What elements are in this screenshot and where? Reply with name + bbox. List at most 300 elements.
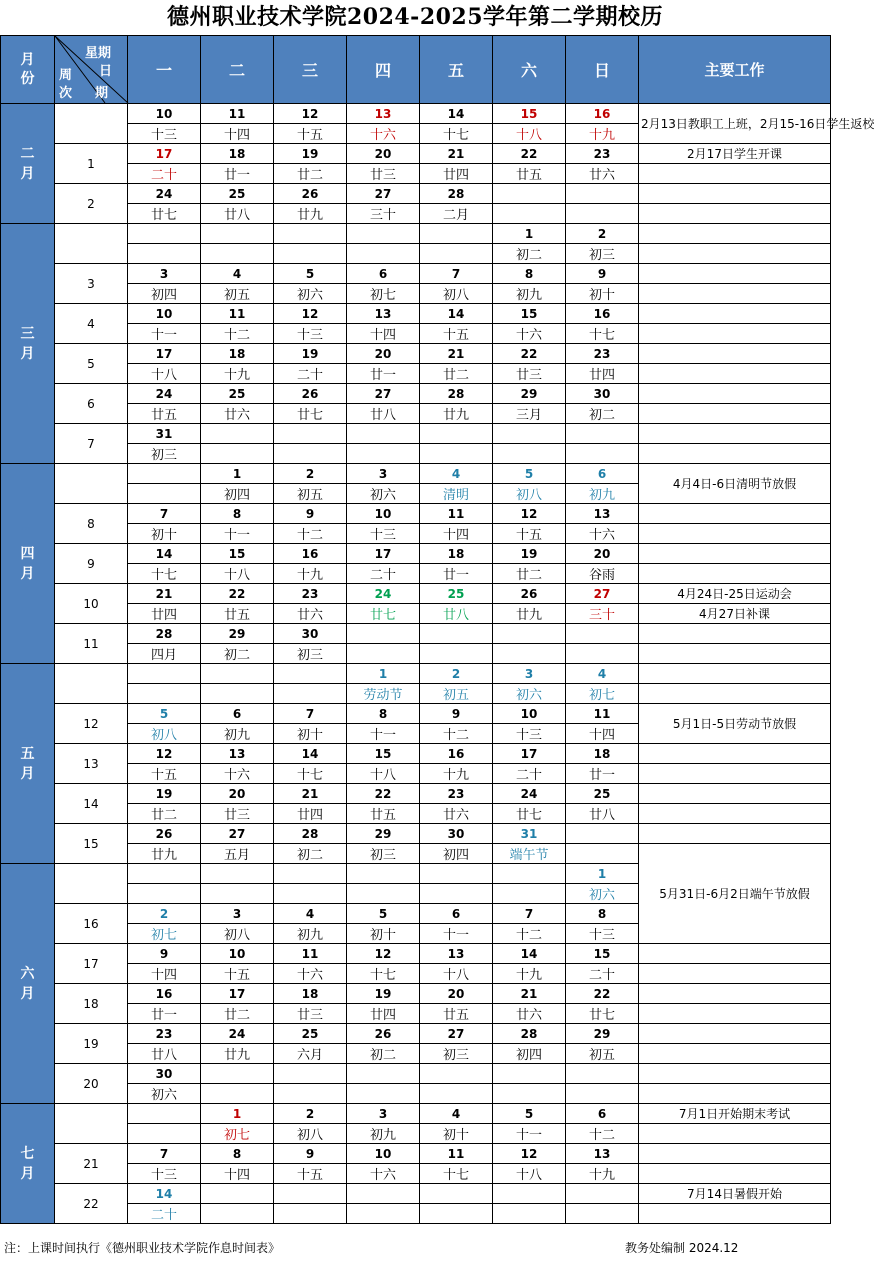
lunar-date: 初六 <box>566 884 639 904</box>
day-number: 30 <box>274 624 347 644</box>
day-number <box>420 1064 493 1084</box>
lunar-date <box>420 884 493 904</box>
lunar-date: 初三 <box>347 844 420 864</box>
lunar-date: 三十 <box>566 604 639 624</box>
week-row-top <box>1 984 831 1004</box>
lunar-date: 端午节 <box>493 844 566 864</box>
lunar-date: 十七 <box>128 564 201 584</box>
lunar-date: 初四 <box>201 484 274 504</box>
week-row-top <box>1 624 831 644</box>
day-number <box>128 664 201 684</box>
day-number: 23 <box>420 784 493 804</box>
day-number: 22 <box>201 584 274 604</box>
day-number <box>274 864 347 884</box>
day-number: 4 <box>566 664 639 684</box>
week-number: 16 <box>55 904 128 944</box>
lunar-date: 十三 <box>128 1164 201 1184</box>
day-number <box>128 1104 201 1124</box>
lunar-date: 初五 <box>274 484 347 504</box>
month-text: 四月 <box>20 545 35 582</box>
day-number: 1 <box>201 1104 274 1124</box>
day-number: 11 <box>201 304 274 324</box>
week-number: 6 <box>55 384 128 424</box>
lunar-date: 二十 <box>493 764 566 784</box>
lunar-date: 初六 <box>274 284 347 304</box>
lunar-date: 十四 <box>420 524 493 544</box>
lunar-date: 廿三 <box>274 1004 347 1024</box>
day-number <box>493 1064 566 1084</box>
lunar-date: 十三 <box>128 124 201 144</box>
lunar-date: 初九 <box>566 484 639 504</box>
lunar-date: 廿九 <box>493 604 566 624</box>
lunar-date: 廿九 <box>420 404 493 424</box>
week-row-top <box>1 944 831 964</box>
work-empty <box>639 664 831 684</box>
lunar-date: 初九 <box>274 924 347 944</box>
day-number: 7 <box>274 704 347 724</box>
day-number: 28 <box>420 384 493 404</box>
lunar-date: 二十 <box>274 364 347 384</box>
week-number: 21 <box>55 1144 128 1184</box>
day-number <box>347 1184 420 1204</box>
day-number: 20 <box>566 544 639 564</box>
lunar-date <box>420 1084 493 1104</box>
day-number: 11 <box>420 1144 493 1164</box>
week-row-top <box>1 784 831 804</box>
lunar-date: 廿四 <box>274 804 347 824</box>
lunar-date: 廿八 <box>347 404 420 424</box>
lunar-date: 廿二 <box>274 164 347 184</box>
day-number: 23 <box>566 344 639 364</box>
day-number: 1 <box>566 864 639 884</box>
lunar-date: 十一 <box>493 1124 566 1144</box>
lunar-date: 十四 <box>201 1164 274 1184</box>
work-empty <box>639 284 831 304</box>
footer <box>0 1235 830 1261</box>
day-number: 17 <box>128 144 201 164</box>
month-text: 七月 <box>20 1145 35 1182</box>
lunar-date: 初四 <box>420 844 493 864</box>
lunar-date <box>201 1084 274 1104</box>
day-number: 4 <box>274 904 347 924</box>
day-number <box>566 824 639 844</box>
lunar-date <box>274 1084 347 1104</box>
lunar-date: 廿四 <box>420 164 493 184</box>
day-number <box>493 184 566 204</box>
day-number: 29 <box>201 624 274 644</box>
day-number: 10 <box>347 1144 420 1164</box>
day-number: 25 <box>274 1024 347 1044</box>
lunar-date: 初八 <box>493 484 566 504</box>
week-number: 13 <box>55 744 128 784</box>
lunar-date: 初二 <box>201 644 274 664</box>
day-number <box>128 464 201 484</box>
day-number: 12 <box>128 744 201 764</box>
work-empty <box>639 624 831 644</box>
lunar-date <box>566 844 639 864</box>
day-number: 5 <box>128 704 201 724</box>
lunar-date: 廿九 <box>128 844 201 864</box>
day-number: 14 <box>420 304 493 324</box>
week-row-top <box>1 424 831 444</box>
lunar-date <box>566 1084 639 1104</box>
day-number: 9 <box>566 264 639 284</box>
lunar-date <box>566 204 639 224</box>
lunar-date <box>420 244 493 264</box>
lunar-date <box>493 1204 566 1224</box>
lunar-date <box>201 684 274 704</box>
lunar-date <box>128 884 201 904</box>
lunar-date: 十三 <box>566 924 639 944</box>
lunar-date: 初八 <box>420 284 493 304</box>
week-row-top <box>1 1144 831 1164</box>
day-number: 28 <box>128 624 201 644</box>
day-number: 6 <box>566 1104 639 1124</box>
work-empty <box>639 1204 831 1224</box>
work-empty <box>639 544 831 564</box>
day-number: 9 <box>128 944 201 964</box>
day-number: 20 <box>347 144 420 164</box>
day-number: 13 <box>420 944 493 964</box>
lunar-date: 廿四 <box>128 604 201 624</box>
day-number: 10 <box>201 944 274 964</box>
work-empty <box>639 804 831 824</box>
month-text: 五月 <box>20 745 35 782</box>
day-number <box>201 664 274 684</box>
lunar-date: 初七 <box>566 684 639 704</box>
day-number: 15 <box>493 104 566 124</box>
work-note: 2月17日学生开课 <box>639 144 831 164</box>
day-number: 23 <box>274 584 347 604</box>
lunar-date: 廿八 <box>201 204 274 224</box>
lunar-date: 初二 <box>493 244 566 264</box>
day-number: 27 <box>420 1024 493 1044</box>
work-empty <box>639 244 831 264</box>
day-number: 6 <box>347 264 420 284</box>
month-label <box>1 864 55 1104</box>
week-row-top <box>1 544 831 564</box>
day-number <box>201 1064 274 1084</box>
lunar-date: 廿三 <box>493 364 566 384</box>
day-number <box>347 624 420 644</box>
lunar-date <box>201 884 274 904</box>
lunar-date: 十七 <box>566 324 639 344</box>
day-number: 12 <box>493 504 566 524</box>
work-empty <box>639 784 831 804</box>
day-number: 3 <box>493 664 566 684</box>
week-number: 4 <box>55 304 128 344</box>
lunar-date: 廿五 <box>201 604 274 624</box>
lunar-date <box>274 1204 347 1224</box>
day-number: 17 <box>347 544 420 564</box>
day-number: 8 <box>566 904 639 924</box>
lunar-date: 十四 <box>201 124 274 144</box>
day-number: 5 <box>274 264 347 284</box>
week-number: 11 <box>55 624 128 664</box>
lunar-date: 十六 <box>493 324 566 344</box>
lunar-date: 廿七 <box>566 1004 639 1024</box>
day-number: 10 <box>493 704 566 724</box>
day-number: 4 <box>201 264 274 284</box>
lunar-date: 十九 <box>420 764 493 784</box>
lunar-date: 十四 <box>566 724 639 744</box>
lunar-date: 二月 <box>420 204 493 224</box>
work-note: 2月13日教职工上班，2月15-16日学生返校 <box>639 104 831 144</box>
lunar-date: 三月 <box>493 404 566 424</box>
week-number: 19 <box>55 1024 128 1064</box>
work-empty <box>639 1064 831 1084</box>
day-number <box>566 1064 639 1084</box>
day-number: 8 <box>201 1144 274 1164</box>
lunar-date: 六月 <box>274 1044 347 1064</box>
lunar-date <box>493 204 566 224</box>
lunar-date: 廿九 <box>201 1044 274 1064</box>
lunar-date: 十七 <box>420 124 493 144</box>
lunar-date: 十四 <box>128 964 201 984</box>
lunar-date: 十二 <box>566 1124 639 1144</box>
work-empty <box>639 1124 831 1144</box>
day-number: 6 <box>566 464 639 484</box>
day-number <box>274 424 347 444</box>
week-number: 9 <box>55 544 128 584</box>
lunar-date: 十二 <box>201 324 274 344</box>
day-number: 8 <box>493 264 566 284</box>
lunar-date: 廿八 <box>128 1044 201 1064</box>
work-note: 5月31日-6月2日端午节放假 <box>639 844 831 944</box>
lunar-date: 十八 <box>128 364 201 384</box>
week-row-top <box>1 1064 831 1084</box>
day-number: 23 <box>128 1024 201 1044</box>
day-number: 26 <box>493 584 566 604</box>
day-number: 29 <box>566 1024 639 1044</box>
work-empty <box>639 344 831 364</box>
day-number: 26 <box>347 1024 420 1044</box>
lunar-date: 初十 <box>347 924 420 944</box>
day-number: 12 <box>274 304 347 324</box>
day-number: 20 <box>201 784 274 804</box>
day-number: 8 <box>201 504 274 524</box>
lunar-date: 廿六 <box>274 604 347 624</box>
day-number <box>201 864 274 884</box>
header-day-sun: 日 <box>566 36 639 104</box>
lunar-date: 初十 <box>274 724 347 744</box>
week-number <box>55 464 128 504</box>
week-row-top <box>1 704 831 724</box>
header-month-label: 月份 <box>20 51 35 87</box>
day-number: 25 <box>566 784 639 804</box>
lunar-date: 十六 <box>566 524 639 544</box>
day-number <box>274 1064 347 1084</box>
lunar-date: 廿五 <box>493 164 566 184</box>
lunar-date: 十三 <box>493 724 566 744</box>
lunar-date <box>566 444 639 464</box>
lunar-date: 初七 <box>347 284 420 304</box>
day-number: 19 <box>347 984 420 1004</box>
lunar-date: 五月 <box>201 844 274 864</box>
day-number: 7 <box>128 1144 201 1164</box>
day-number: 27 <box>347 384 420 404</box>
lunar-date: 十二 <box>420 724 493 744</box>
day-number: 28 <box>274 824 347 844</box>
day-number: 9 <box>274 504 347 524</box>
day-number <box>493 624 566 644</box>
lunar-date: 初八 <box>128 724 201 744</box>
work-empty <box>639 364 831 384</box>
lunar-date: 初二 <box>347 1044 420 1064</box>
lunar-date: 廿九 <box>274 204 347 224</box>
week-number <box>55 104 128 144</box>
day-number: 5 <box>347 904 420 924</box>
lunar-date <box>274 684 347 704</box>
day-number: 7 <box>493 904 566 924</box>
lunar-date: 劳动节 <box>347 684 420 704</box>
work-empty <box>639 184 831 204</box>
day-number <box>420 1184 493 1204</box>
lunar-date: 初二 <box>274 844 347 864</box>
lunar-date: 十五 <box>128 764 201 784</box>
day-number: 24 <box>347 584 420 604</box>
lunar-date <box>274 444 347 464</box>
lunar-date: 初十 <box>128 524 201 544</box>
lunar-date: 十六 <box>274 964 347 984</box>
lunar-date: 廿六 <box>493 1004 566 1024</box>
lunar-date: 廿四 <box>566 364 639 384</box>
week-number: 10 <box>55 584 128 624</box>
lunar-date: 廿八 <box>566 804 639 824</box>
week-number: 5 <box>55 344 128 384</box>
day-number <box>128 864 201 884</box>
day-number: 2 <box>274 464 347 484</box>
lunar-date <box>347 884 420 904</box>
day-number: 18 <box>201 344 274 364</box>
day-number: 14 <box>128 1184 201 1204</box>
lunar-date: 十九 <box>274 564 347 584</box>
day-number <box>347 864 420 884</box>
day-number: 21 <box>274 784 347 804</box>
lunar-date: 廿四 <box>347 1004 420 1024</box>
header-day-mon: 一 <box>128 36 201 104</box>
lunar-date: 廿五 <box>128 404 201 424</box>
school-calendar-table <box>0 35 874 1224</box>
day-number: 25 <box>201 184 274 204</box>
lunar-date: 二十 <box>566 964 639 984</box>
lunar-date: 廿二 <box>493 564 566 584</box>
lunar-date: 廿六 <box>566 164 639 184</box>
lunar-date: 十一 <box>128 324 201 344</box>
day-number <box>347 424 420 444</box>
lunar-date: 十八 <box>201 564 274 584</box>
work-empty <box>639 204 831 224</box>
work-note: 4月4日-6日清明节放假 <box>639 464 831 504</box>
lunar-date: 十八 <box>493 124 566 144</box>
lunar-date: 十七 <box>347 964 420 984</box>
work-empty <box>639 404 831 424</box>
day-number: 19 <box>128 784 201 804</box>
lunar-date: 初四 <box>493 1044 566 1064</box>
day-number: 24 <box>493 784 566 804</box>
week-number: 1 <box>55 144 128 184</box>
lunar-date: 十四 <box>347 324 420 344</box>
lunar-date: 十九 <box>566 1164 639 1184</box>
week-row-top <box>1 1184 831 1204</box>
lunar-date: 初九 <box>201 724 274 744</box>
day-number: 14 <box>274 744 347 764</box>
footer-note: 注：上课时间执行《德州职业技术学院作息时间表》 <box>4 1241 281 1255</box>
header-day-wed: 三 <box>274 36 347 104</box>
day-number: 5 <box>493 464 566 484</box>
week-number: 14 <box>55 784 128 824</box>
work-empty <box>639 264 831 284</box>
lunar-date <box>274 244 347 264</box>
lunar-date <box>420 644 493 664</box>
lunar-date: 初五 <box>566 1044 639 1064</box>
week-row-top <box>1 1024 831 1044</box>
work-empty <box>639 1164 831 1184</box>
day-number: 6 <box>420 904 493 924</box>
week-row-top <box>1 264 831 284</box>
lunar-date: 十三 <box>347 524 420 544</box>
week-row-top <box>1 144 831 164</box>
lunar-date: 二十 <box>347 564 420 584</box>
day-number: 8 <box>347 704 420 724</box>
day-number <box>420 864 493 884</box>
lunar-date: 初六 <box>493 684 566 704</box>
header-day-fri: 五 <box>420 36 493 104</box>
week-number <box>55 864 128 904</box>
day-number: 27 <box>201 824 274 844</box>
week-row-top <box>1 664 831 684</box>
day-number: 16 <box>420 744 493 764</box>
lunar-date <box>493 644 566 664</box>
lunar-date: 初九 <box>493 284 566 304</box>
work-empty <box>639 384 831 404</box>
work-note: 5月1日-5日劳动节放假 <box>639 704 831 744</box>
lunar-date: 十九 <box>493 964 566 984</box>
day-number: 13 <box>201 744 274 764</box>
lunar-date: 十七 <box>274 764 347 784</box>
day-number <box>420 624 493 644</box>
day-number: 25 <box>420 584 493 604</box>
header-day-tue: 二 <box>201 36 274 104</box>
lunar-date <box>493 884 566 904</box>
week-row-top <box>1 1104 831 1124</box>
week-row-top <box>1 504 831 524</box>
day-number: 31 <box>493 824 566 844</box>
lunar-date: 廿一 <box>128 1004 201 1024</box>
lunar-date: 十二 <box>493 924 566 944</box>
header-month-cell <box>1 36 55 104</box>
day-number: 30 <box>128 1064 201 1084</box>
lunar-date <box>128 484 201 504</box>
lunar-date <box>274 884 347 904</box>
lunar-date: 初三 <box>128 444 201 464</box>
lunar-date: 十三 <box>274 324 347 344</box>
day-number: 13 <box>566 504 639 524</box>
lunar-date <box>201 244 274 264</box>
lunar-date: 初三 <box>274 644 347 664</box>
day-number <box>201 224 274 244</box>
day-number: 17 <box>128 344 201 364</box>
header-corner-cell <box>55 36 128 104</box>
day-number: 4 <box>420 1104 493 1124</box>
week-number: 7 <box>55 424 128 464</box>
lunar-date <box>201 444 274 464</box>
lunar-date <box>347 1084 420 1104</box>
day-number: 16 <box>274 544 347 564</box>
lunar-date: 廿七 <box>128 204 201 224</box>
day-number: 16 <box>566 304 639 324</box>
lunar-date: 初八 <box>274 1124 347 1144</box>
